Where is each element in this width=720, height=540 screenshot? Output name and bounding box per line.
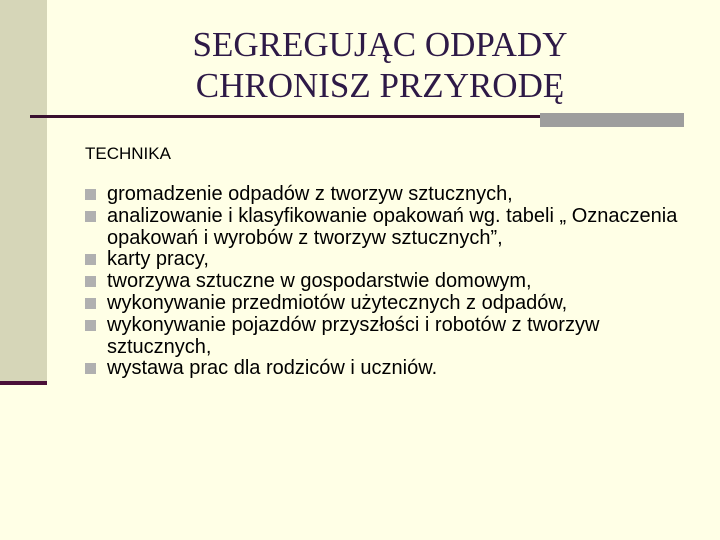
list-item-text: analizowanie i klasyfikowanie opakowań wg. tabeli „ Oznaczenia opakowań i wyrobów z tworzyw sztucznych”, bbox=[107, 204, 678, 249]
bullet-icon bbox=[85, 320, 96, 331]
list-item-text: wystawa prac dla rodziców i uczniów. bbox=[107, 357, 438, 380]
title-line-1: SEGREGUJĄC ODPADY bbox=[192, 25, 568, 64]
list-item bbox=[85, 271, 695, 293]
list-item bbox=[85, 293, 695, 315]
bullet-icon bbox=[85, 211, 96, 222]
bullet-list bbox=[85, 184, 695, 380]
bullet-icon bbox=[85, 363, 96, 374]
title-divider-accent bbox=[540, 113, 684, 127]
bullet-icon bbox=[85, 276, 96, 287]
list-item bbox=[85, 315, 695, 359]
list-item bbox=[85, 206, 695, 250]
section-heading: TECHNIKA bbox=[85, 144, 171, 163]
bullet-icon bbox=[85, 189, 96, 200]
list-item-text: gromadzenie odpadów z tworzyw sztucznych, bbox=[107, 183, 513, 205]
list-item bbox=[85, 249, 695, 271]
list-item-text: wykonywanie pojazdów przyszłości i robotów z tworzyw sztucznych, bbox=[107, 313, 600, 358]
side-bar bbox=[0, 0, 47, 383]
side-bar-accent bbox=[0, 381, 47, 385]
list-item bbox=[85, 358, 695, 380]
slide-title bbox=[100, 24, 660, 106]
title-line-2: CHRONISZ PRZYRODĘ bbox=[195, 66, 565, 105]
list-item-text: tworzywa sztuczne w gospodarstwie domowym, bbox=[107, 270, 532, 293]
list-item-text: karty pracy, bbox=[107, 248, 209, 271]
bullet-icon bbox=[85, 254, 96, 265]
list-item bbox=[85, 184, 695, 206]
bullet-icon bbox=[85, 298, 96, 309]
list-item-text: wykonywanie przedmiotów użytecznych z odpadów, bbox=[107, 291, 568, 314]
